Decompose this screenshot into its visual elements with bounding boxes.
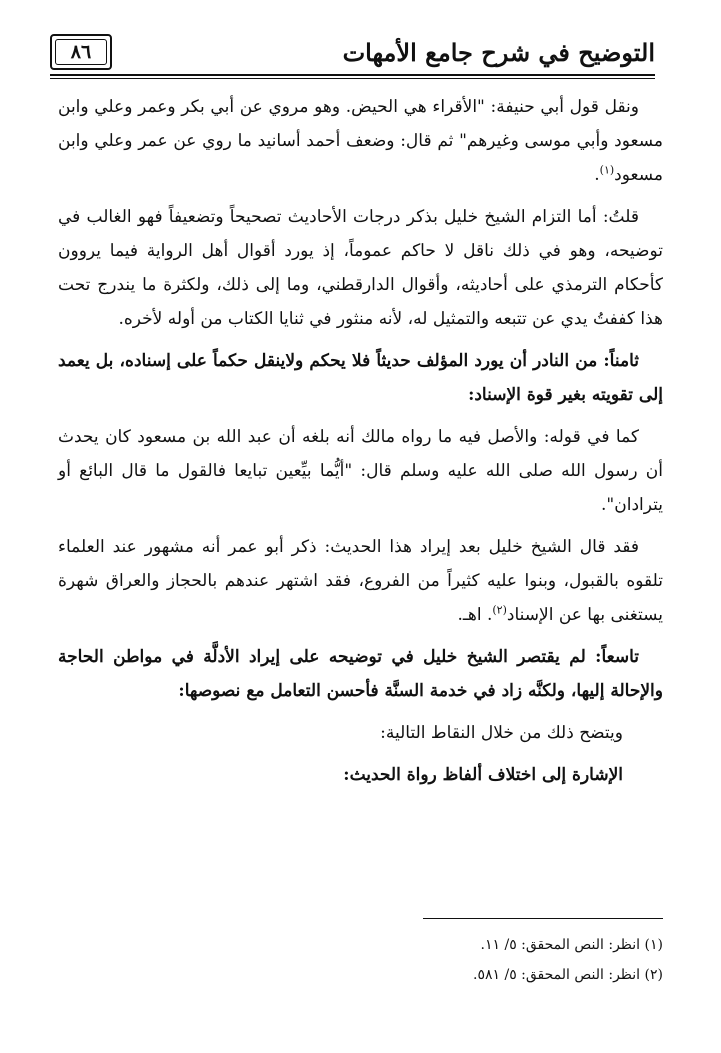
footnote-ref-2[interactable]: (٢): [492, 603, 507, 617]
paragraph-khalil-comment: فقد قال الشيخ خليل بعد إيراد هذا الحديث: ذكر أبو عمر أنه مشهور عند العلماء تلقوه بالقبول، وبنوا عليه كثيراً من الفروع، فقد اشتهر عندهم بالحجاز والعراق شهرة يستغنى بها عن الإسناد$^{(٢)}$. اهـ.: [58, 537, 663, 625]
paragraph-points-intro: ويتضح ذلك من خلال النقاط التالية:: [380, 723, 623, 743]
running-title: التوضيح في شرح جامع الأمهات: [342, 38, 655, 67]
paragraph-abu-hanifa: ونقل قول أبي حنيفة: "الأقراء هي الحيض. وهو مروي عن أبي بكر وعمر وعلي وابن مسعود وأبي موسى وغيرهم" ثم قال: وضعف أحمد أسانيد ما روي عن عمر وعلي وابن مسعود$^{(١)}$.: [58, 97, 663, 185]
paragraph-hadith-example: كما في قوله: والأصل فيه ما رواه مالك أنه بلغه أن عبد الله بن مسعود كان يحدث أن رسول الله صلى الله عليه وسلم قال: "أيُّما بيِّعين تبايعا فالقول ما قال البائع أو يترادان".: [58, 427, 663, 515]
footnote-separator: [423, 918, 663, 919]
footnote-2: (٢) انظر: النص المحقق: ٥/ ٥٨١.: [473, 967, 663, 983]
header-rule: [50, 74, 655, 76]
footnotes: [58, 930, 663, 990]
page-number: ٨٦: [70, 41, 92, 63]
header-rule-thin: [50, 78, 655, 79]
paragraph-qultu: قلتُ: أما التزام الشيخ خليل بذكر درجات الأحاديث تصحيحاً وتضعيفاً فهو الغالب في توضيحه، وهو في ذلك ناقل لا حاكم عموماً، إذ يورد أقوال أهل الرواية فيما يروون كأحكام الترمذي على أحاديثه، وأقوال الدارقطني، وما إلى ذلك، ولكثرة ما يندرج تحت هذا كففتُ يدي عن تتبعه والتمثيل له، لأنه منثور في ثنايا الكتاب من أوله لأخره.: [58, 207, 663, 329]
heading-eighth: ثامناً: من النادر أن يورد المؤلف حديثاً فلا يحكم ولاينقل حكماً على إسناده، بل يعمد إلى تقويته بغير قوة الإسناد:: [58, 351, 663, 405]
footnote-ref-1[interactable]: (١): [599, 163, 615, 177]
page-header: [50, 34, 655, 82]
footnote-1: (١) انظر: النص المحقق: ٥/ ١١.: [480, 937, 663, 953]
subheading-narrators-wording: الإشارة إلى اختلاف ألفاظ رواة الحديث:: [343, 765, 623, 785]
heading-ninth: تاسعاً: لم يقتصر الشيخ خليل في توضيحه على إيراد الأدلَّة في مواطن الحاجة والإحالة إليها، ولكنَّه زاد في خدمة السنَّة فأحسن التعامل مع نصوصها:: [58, 647, 663, 701]
body-text: [58, 90, 663, 800]
page-number-frame: [50, 34, 112, 70]
